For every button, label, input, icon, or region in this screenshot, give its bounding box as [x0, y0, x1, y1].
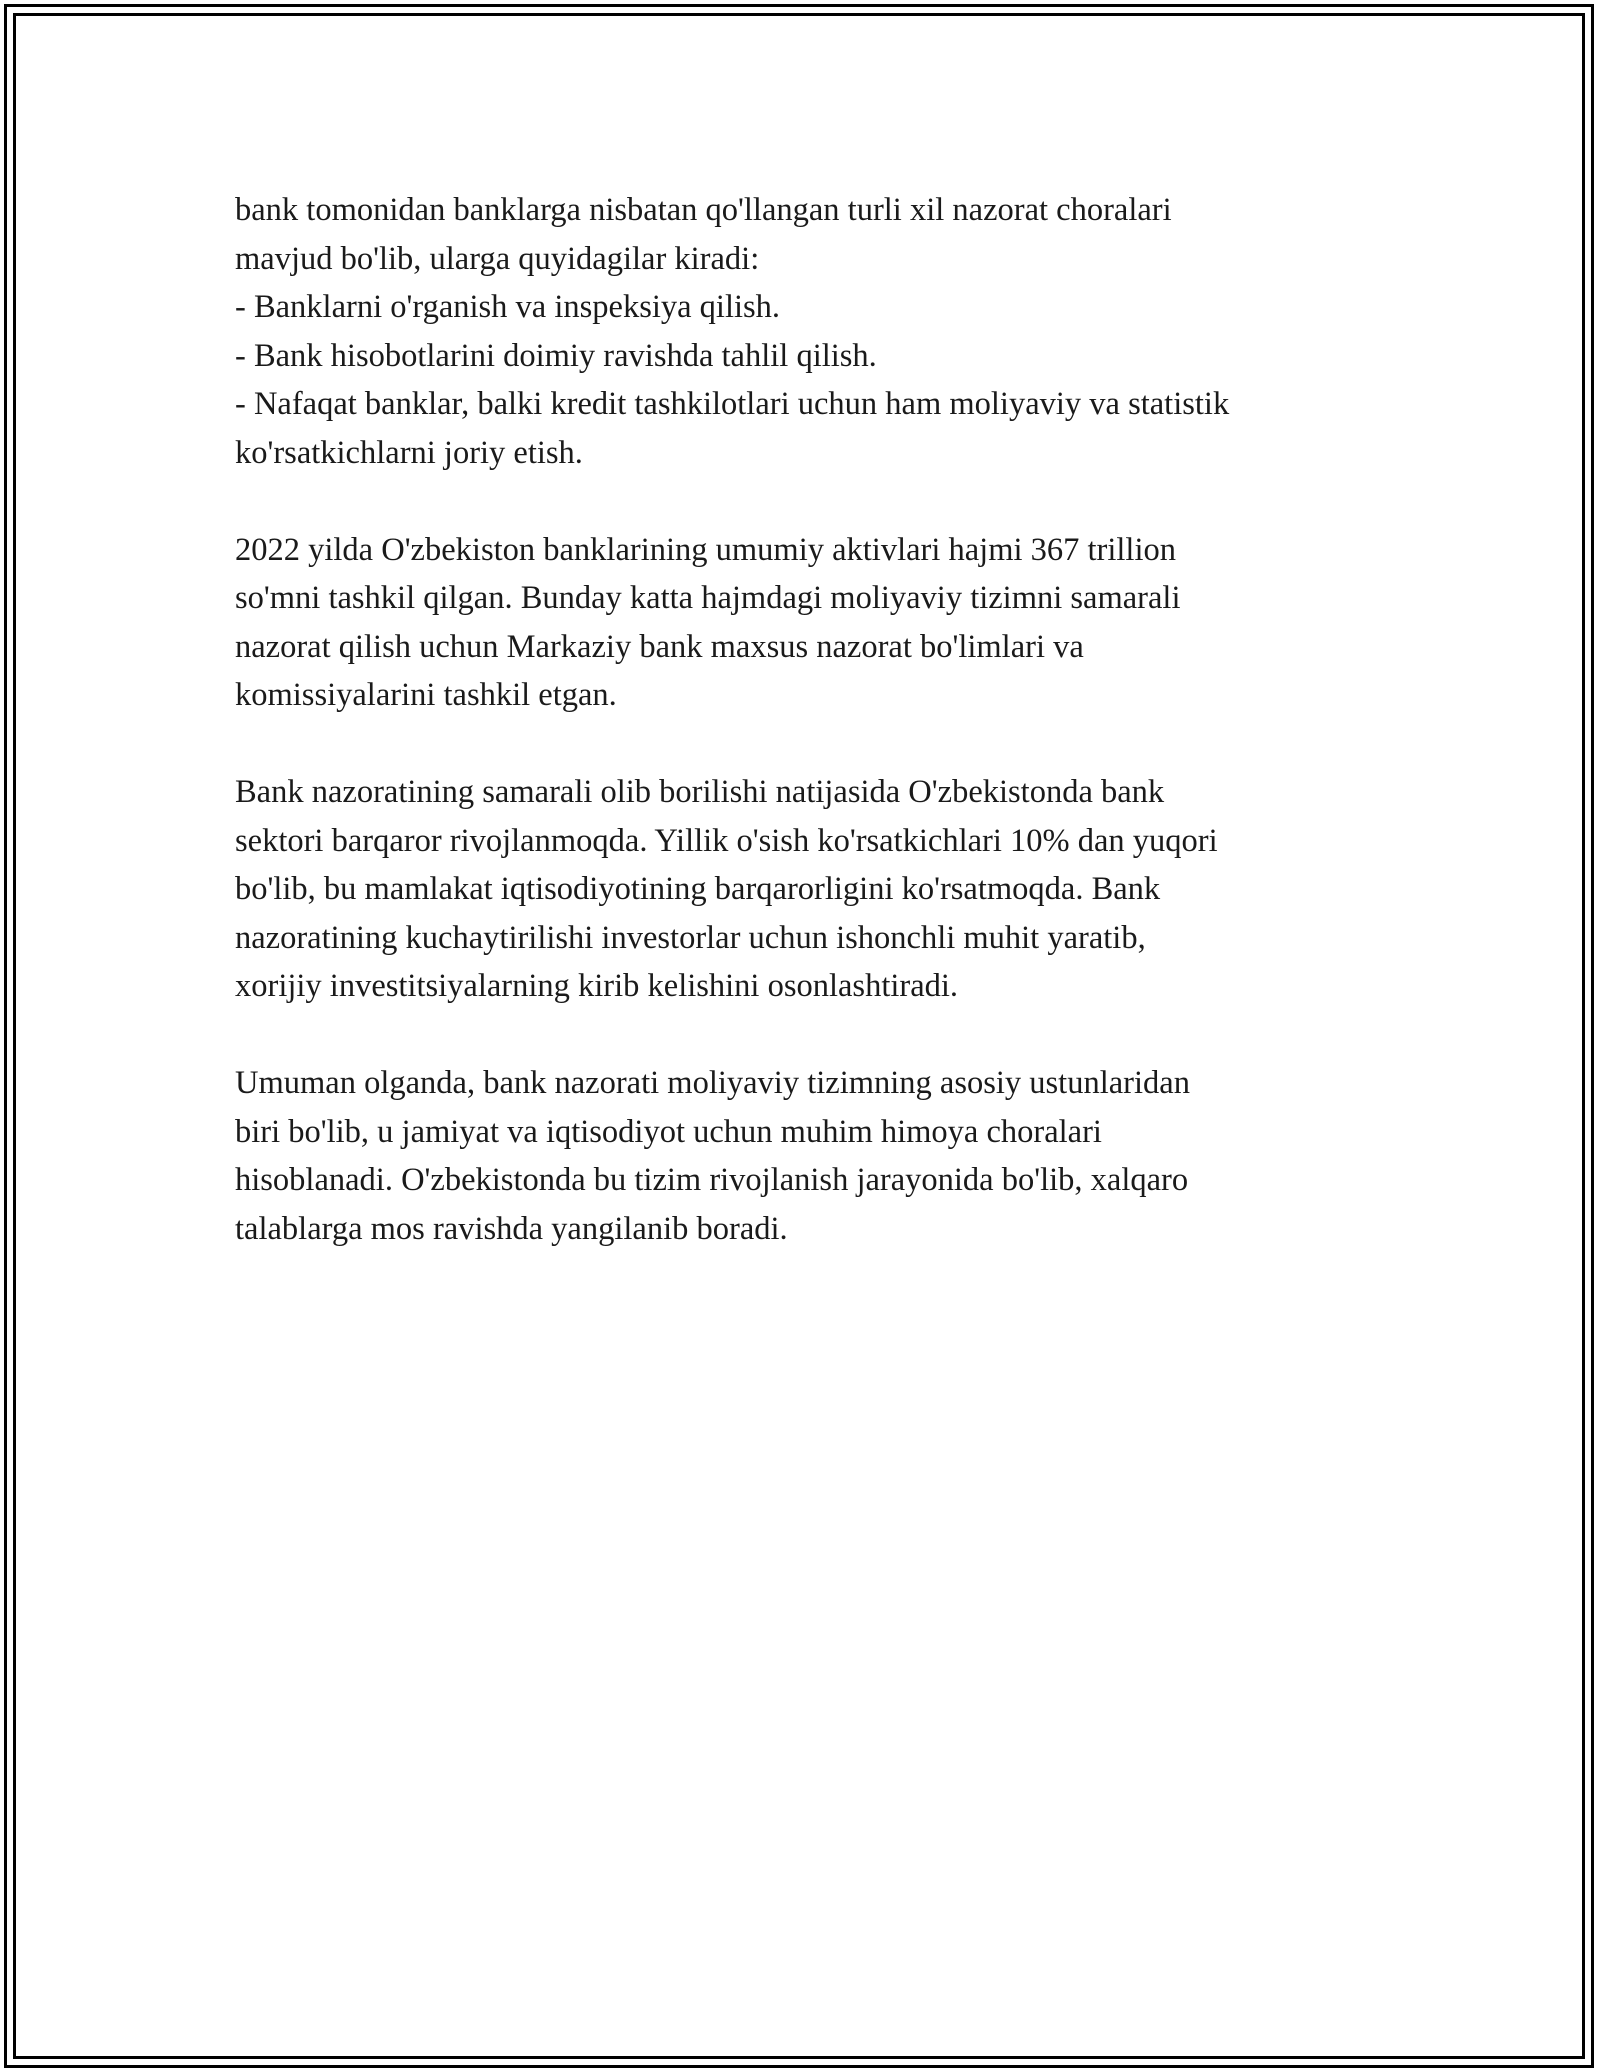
- text-line: komissiyalarini tashkil etgan.: [235, 677, 617, 713]
- blank-line: [235, 720, 1385, 769]
- text-line: nazorat qilish uchun Markaziy bank maxsus nazorat bo'limlari va: [235, 628, 1084, 665]
- text-line: talablarga mos ravishda yangilanib boradi.: [235, 1210, 788, 1247]
- text-line: mavjud bo'lib, ularga quyidagilar kiradi:: [235, 240, 760, 277]
- blank-line: [235, 477, 1385, 526]
- text-line: ko'rsatkichlarni joriy etish.: [235, 434, 583, 471]
- text-line: bo'lib, bu mamlakat iqtisodiyotining barqarorligini ko'rsatmoqda. Bank: [235, 871, 1161, 907]
- text-line: hisoblanadi. O'zbekistonda bu tizim rivojlanish jarayonida bo'lib, xalqaro: [235, 1162, 1189, 1198]
- text-line: 2022 yilda O'zbekiston banklarining umumiy aktivlari hajmi 367 trillion: [235, 531, 1176, 568]
- text-line: xorijiy investitsiyalarning kirib kelishini osonlashtiradi.: [235, 968, 959, 1004]
- list-item: - Banklarni o'rganish va inspeksiya qilish.: [235, 289, 781, 325]
- list-item: - Bank hisobotlarini doimiy ravishda tahlil qilish.: [235, 337, 877, 374]
- text-line: Umuman olganda, bank nazorati moliyaviy tizimning asosiy ustunlaridan: [235, 1065, 1190, 1101]
- text-line: nazoratining kuchaytirilishi investorlar uchun ishonchli muhit yaratib,: [235, 919, 1146, 956]
- text-line: bank tomonidan banklarga nisbatan qo'llangan turli xil nazorat choralari: [235, 192, 1172, 228]
- text-line: sektori barqaror rivojlanmoqda. Yillik o'sish ko'rsatkichlari 10% dan yuqori: [235, 822, 1218, 859]
- list-item: - Nafaqat banklar, balki kredit tashkilotlari uchun ham moliyaviy va statistik: [235, 386, 1230, 422]
- document-body: [235, 186, 1385, 1253]
- text-line: Bank nazoratining samarali olib borilishi natijasida O'zbekistonda bank: [235, 774, 1165, 810]
- blank-line: [235, 1011, 1385, 1060]
- text-line: so'mni tashkil qilgan. Bunday katta hajmdagi moliyaviy tizimni samarali: [235, 580, 1181, 616]
- text-line: biri bo'lib, u jamiyat va iqtisodiyot uchun muhim himoya choralari: [235, 1113, 1102, 1150]
